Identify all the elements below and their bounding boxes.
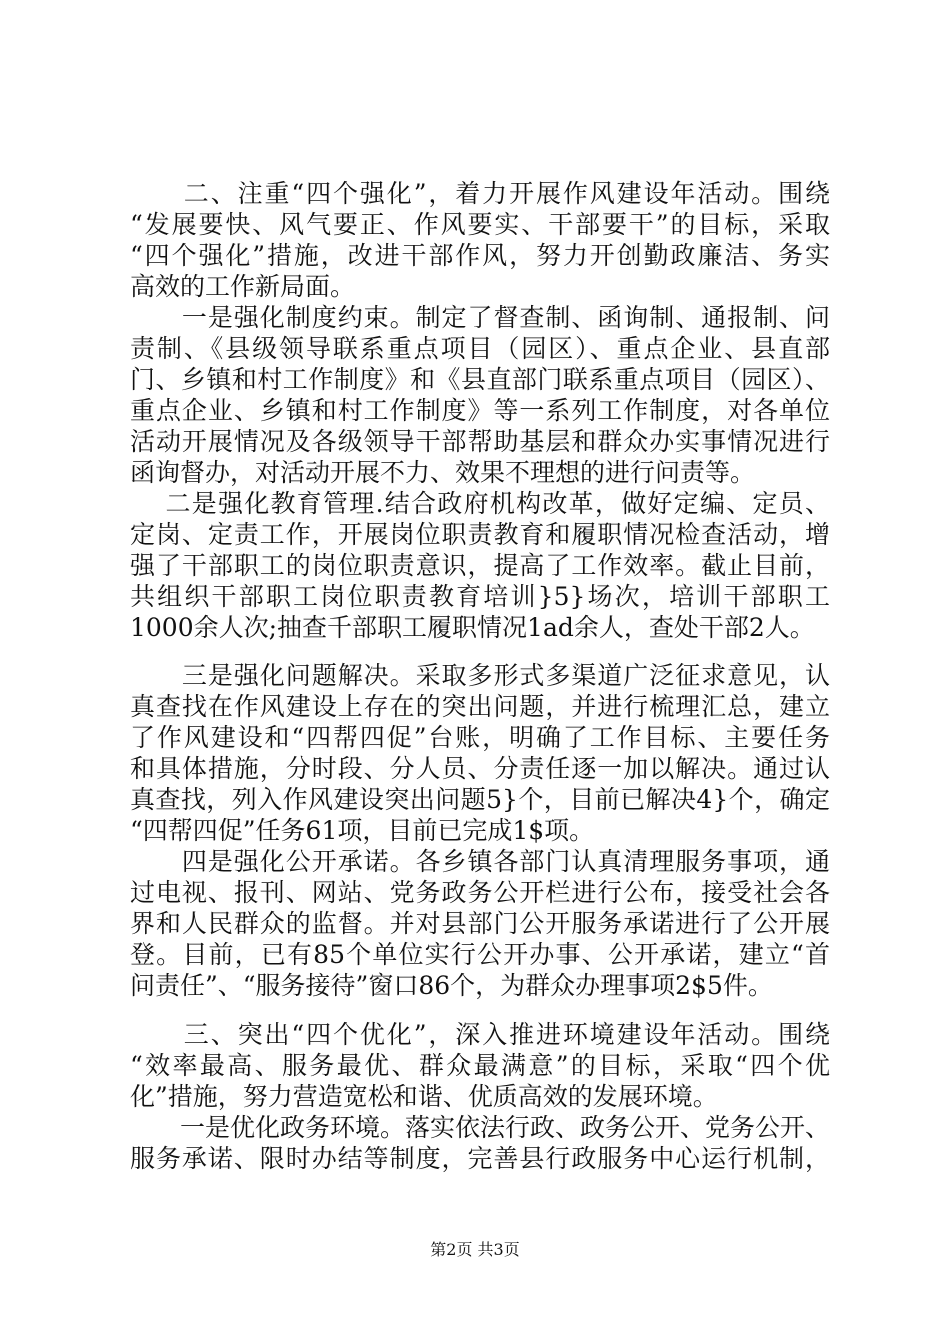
page-footer: 第2页 共3页 [430,1240,520,1259]
text-line: 重点企业、乡镇和村工作制度》等一系列工作制度，对各单位 [130,396,830,425]
text-line: “四帮四促”任务61项，目前已完成1$项。 [130,816,595,845]
text-line: 过电视、报刊、网站、党务政务公开栏进行公布，接受社会各 [130,878,830,907]
text-line: 真查找在作风建设上存在的突出问题，并进行梳理汇总，建立 [130,692,830,721]
text-line: 一是优化政务环境。落实依法行政、政务公开、党务公开、 [130,1113,831,1142]
text-line: 界和人民群众的监督。并对县部门公开服务承诺进行了公开展 [130,909,830,938]
text-line: 化”措施，努力营造宽松和谐、优质高效的发展环境。 [130,1082,718,1111]
text-line: 三、突出“四个优化”，深入推进环境建设年活动。围绕 [130,1020,830,1049]
text-line: 门、乡镇和村工作制度》和《县直部门联系重点项目（园区）、 [130,365,830,394]
text-line: 责制、《县级领导联系重点项目（园区）、重点企业、县直部 [130,334,830,363]
text-line: 二是强化教育管理.结合政府机构改革，做好定编、定员、 [130,489,830,518]
text-line: “四个强化”措施，改进干部作风，努力开创勤政廉洁、务实 [130,241,830,270]
text-line: 了作风建设和“四帮四促”台账，明确了工作目标、主要任务 [130,723,830,752]
text-line: 活动开展情况及各级领导干部帮助基层和群众办实事情况进行 [130,427,830,456]
text-line: 登。目前，已有85个单位实行公开办事、公开承诺，建立“首 [130,940,830,969]
text-line: 函询督办，对活动开展不力、效果不理想的进行问责等。 [130,458,756,487]
text-line: 二、注重“四个强化”，着力开展作风建设年活动。围绕 [130,179,830,208]
text-line: 真查找，列入作风建设突出问题5}个，目前已解决4}个，确定 [130,785,830,814]
text-line: 强了干部职工的岗位职责意识，提高了工作效率。截止目前， [130,551,830,580]
text-line: “发展要快、风气要正、作风要实、干部要干”的目标，采取 [130,210,830,239]
text-line: 一是强化制度约束。制定了督查制、函询制、通报制、问 [130,303,830,332]
text-line: 高效的工作新局面。 [130,272,356,301]
text-line: “效率最高、服务最优、群众最满意”的目标，采取“四个优 [130,1051,830,1080]
text-line: 三是强化问题解决。采取多形式多渠道广泛征求意见，认 [130,661,830,690]
text-line: 四是强化公开承诺。各乡镇各部门认真清理服务事项，通 [130,847,830,876]
text-line: 定岗、定责工作，开展岗位职责教育和履职情况检查活动，增 [130,520,830,549]
text-line: 1000余人次;抽查千部职工履职情况1ad余人，查处干部2人。 [130,613,815,642]
text-line: 和具体措施，分时段、分人员、分责任逐一加以解决。通过认 [130,754,830,783]
text-line: 问责任”、“服务接待”窗口86个，为群众办理事项2$5件。 [130,971,773,1000]
text-line: 共组织干部职工岗位职责教育培训}5}场次，培训干部职工 [130,582,830,611]
text-line: 服务承诺、限时办结等制度，完善县行政服务中心运行机制， [130,1144,830,1173]
